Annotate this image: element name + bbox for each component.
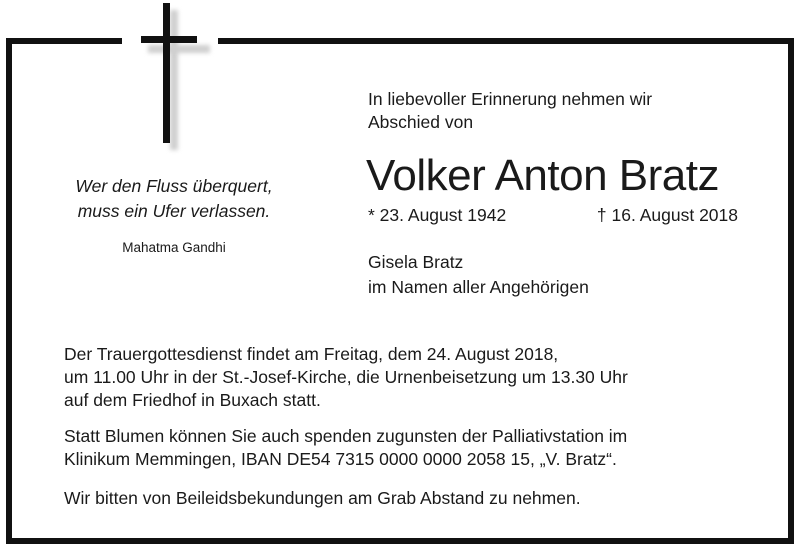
service-paragraph — [64, 343, 754, 412]
quote-line: muss ein Ufer verlassen. — [77, 201, 271, 221]
intro-text — [368, 88, 758, 134]
quote — [40, 174, 308, 224]
quote-author: Mahatma Gandhi — [122, 240, 226, 255]
request-paragraph — [64, 487, 754, 510]
birth-date: * 23. August 1942 — [368, 205, 507, 225]
paragraph-line: Der Trauergottesdienst findet am Freitag, dem 24. August 2018, — [64, 344, 559, 364]
mourners — [368, 250, 758, 300]
paragraph-line: Statt Blumen können Sie auch spenden zugunsten der Palliativstation im — [64, 426, 628, 446]
paragraph-line: Klinikum Memmingen, IBAN DE54 7315 0000 0000 2058 15, „V. Bratz“. — [64, 449, 617, 469]
deceased-name: Volker Anton Bratz — [366, 151, 719, 200]
mourner-line: im Namen aller Angehörigen — [368, 277, 589, 297]
intro-line: In liebevoller Erinnerung nehmen wir — [368, 89, 653, 109]
quote-line: Wer den Fluss überquert, — [75, 176, 273, 196]
paragraph-line: Wir bitten von Beileidsbekundungen am Grab Abstand zu nehmen. — [64, 488, 581, 508]
death-date: † 16. August 2018 — [596, 205, 738, 225]
mourner-line: Gisela Bratz — [368, 252, 464, 272]
intro-line: Abschied von — [368, 112, 474, 132]
donation-paragraph — [64, 425, 754, 471]
paragraph-line: um 11.00 Uhr in der St.-Josef-Kirche, die Urnenbeisetzung um 13.30 Uhr — [64, 367, 628, 387]
paragraph-line: auf dem Friedhof in Buxach statt. — [64, 390, 321, 410]
